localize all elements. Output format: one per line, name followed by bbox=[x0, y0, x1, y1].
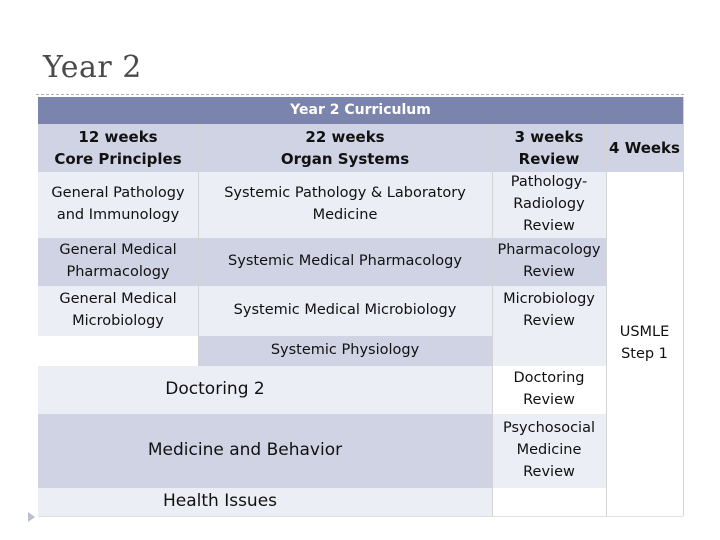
table-row-core-microbiology: General Medical Microbiology bbox=[38, 286, 198, 336]
col-core-header bbox=[38, 124, 198, 172]
slide-title: Year 2 bbox=[43, 50, 142, 85]
curriculum-header: Year 2 Curriculum bbox=[38, 97, 683, 124]
col-organ-header bbox=[198, 124, 492, 172]
col-usmle-header bbox=[606, 124, 683, 172]
grid-line bbox=[38, 516, 683, 517]
table-row-review-microbiology: Microbiology Review bbox=[492, 286, 606, 336]
table-row-core-pharmacology: General Medical Pharmacology bbox=[38, 238, 198, 286]
col-review-title: Review bbox=[518, 150, 580, 168]
col-review-weeks: 3 weeks bbox=[514, 127, 584, 146]
table-row-review-health bbox=[492, 488, 606, 516]
table-row-review-pharmacology: Pharmacology Review bbox=[492, 238, 606, 286]
col-organ-weeks: 22 weeks bbox=[305, 127, 385, 146]
usmle-step1-cell: USMLE Step 1 bbox=[606, 172, 683, 516]
table-row-review-doctoring: Doctoring Review bbox=[492, 366, 606, 414]
table-row-core-pathology: General Pathology and Immunology bbox=[38, 172, 198, 238]
grid-line bbox=[492, 124, 493, 516]
table-row-doctoring: Doctoring 2 bbox=[38, 366, 492, 414]
col-core-title: Core Principles bbox=[54, 150, 182, 168]
grid-line bbox=[683, 97, 684, 516]
table-row-core-blank bbox=[38, 336, 198, 366]
title-divider bbox=[36, 94, 684, 95]
col-core-weeks: 12 weeks bbox=[78, 127, 158, 146]
table-row-review-blank bbox=[492, 336, 606, 366]
table-row-review-behavior: Psychosocial Medicine Review bbox=[492, 414, 606, 488]
table-row-review-pathology: Pathology- Radiology Review bbox=[492, 172, 606, 238]
table-row-organ-physiology: Systemic Physiology bbox=[198, 336, 492, 366]
table-row-health: Health Issues bbox=[38, 488, 492, 516]
col-review-header bbox=[492, 124, 606, 172]
col-organ-title: Organ Systems bbox=[280, 150, 410, 168]
table-row-behavior: Medicine and Behavior bbox=[38, 414, 492, 488]
grid-line bbox=[606, 124, 607, 516]
table-row-organ-pharmacology: Systemic Medical Pharmacology bbox=[198, 238, 492, 286]
table-row-organ-microbiology: Systemic Medical Microbiology bbox=[198, 286, 492, 336]
grid-line bbox=[198, 124, 199, 366]
footer-arrow-icon bbox=[28, 512, 35, 522]
col-usmle-weeks: 4 Weeks bbox=[609, 138, 680, 157]
table-row-organ-pathology: Systemic Pathology & Laboratory Medicine bbox=[198, 172, 492, 238]
